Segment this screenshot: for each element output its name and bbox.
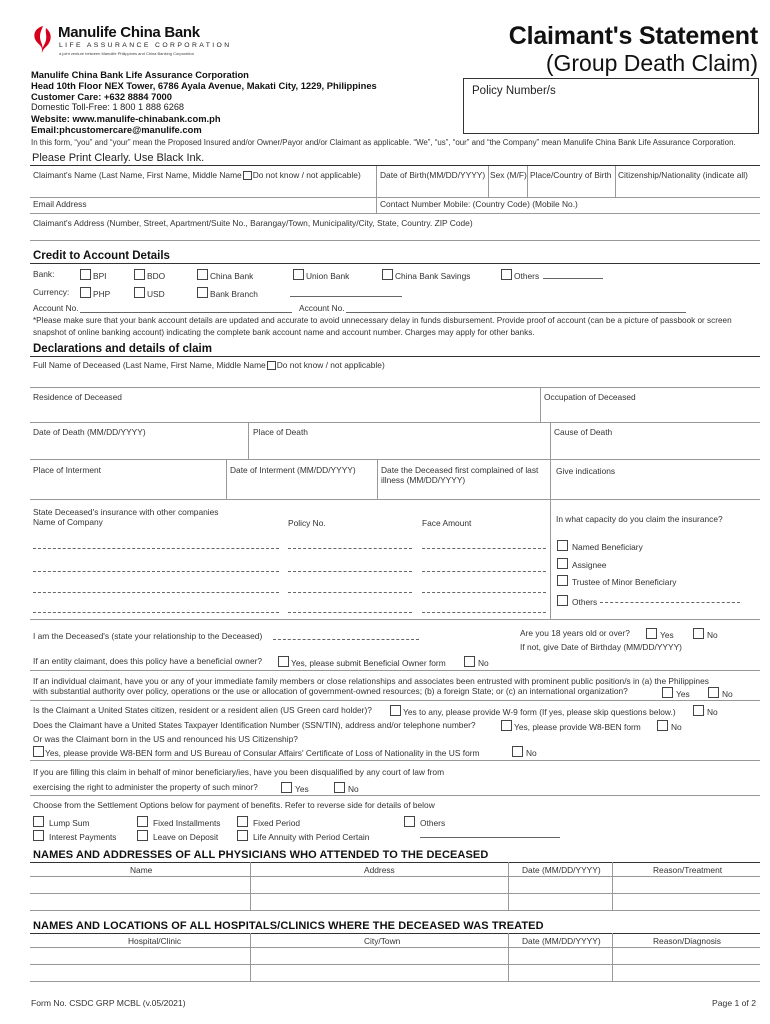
capacity-assignee-option[interactable]: Assignee <box>557 555 606 573</box>
ssn-no-checkbox[interactable] <box>657 720 668 731</box>
pep-question-1: If an individual claimant, have you or any of your immediate family members or close relationships and associates been entrusted with prominent public position/s in (a) the Philippines <box>33 676 709 686</box>
entity-no-checkbox[interactable] <box>464 656 475 667</box>
settle-others-option[interactable]: Others <box>404 813 445 831</box>
entity-no-option[interactable]: No <box>464 653 489 671</box>
age-yes-checkbox[interactable] <box>646 628 657 639</box>
born-yes-checkbox[interactable] <box>33 746 44 757</box>
print-clearly: Please Print Clearly. Use Black Ink. <box>32 152 205 164</box>
credit-title: Credit to Account Details <box>33 250 170 262</box>
face-amount-label: Face Amount <box>422 518 472 528</box>
settle-annuity-checkbox[interactable] <box>237 830 248 841</box>
bank-branch-checkbox[interactable] <box>197 287 208 298</box>
settle-fixedperiod-option[interactable]: Fixed Period <box>237 813 300 831</box>
declarations-title: Declarations and details of claim <box>33 343 212 355</box>
minor-yes-option[interactable]: Yes <box>281 779 309 797</box>
form-subtitle: (Group Death Claim) <box>545 50 758 76</box>
born-no-option[interactable]: No <box>512 743 537 761</box>
website: Website: www.manulife-chinabank.com.ph <box>31 113 221 124</box>
bank-chinabank-option[interactable]: China Bank <box>197 266 253 284</box>
hospitals-col-reason: Reason/Diagnosis <box>653 936 721 946</box>
account-no-1-label[interactable]: Account No. <box>33 303 79 313</box>
place-interment-label[interactable]: Place of Interment <box>33 465 101 475</box>
form-title: Claimant's Statement <box>508 22 758 50</box>
settle-lumpsum-checkbox[interactable] <box>33 816 44 827</box>
us-yes-option[interactable]: Yes to any, please provide W-9 form (If yes, please skip questions below.) <box>390 702 676 720</box>
give-indications-label[interactable]: Give indications <box>556 466 616 476</box>
currency-usd-option[interactable]: USD <box>134 284 165 302</box>
us-no-option[interactable]: No <box>693 702 718 720</box>
bank-cbs-option[interactable]: China Bank Savings <box>382 266 470 284</box>
intro-text: In this form, “you” and “your” mean the Proposed Insured and/or Owner/Payor and/or Claimant as applicable. “We”, “us”, “our” and “the Company” mean Manulife China Bank Life Assurance Corporation. <box>31 138 736 147</box>
date-complained-label[interactable]: Date the Deceased first complained of last illness (MM/DD/YYYY) <box>381 465 539 486</box>
physicians-col-reason: Reason/Treatment <box>653 865 723 875</box>
other-insurance-label: State Deceased's insurance with other companies <box>33 507 219 517</box>
age-yes-option[interactable]: Yes <box>646 625 674 643</box>
capacity-named-option[interactable]: Named Beneficiary <box>557 537 643 555</box>
bank-bdo-checkbox[interactable] <box>134 269 145 280</box>
ssn-yes-checkbox[interactable] <box>501 720 512 731</box>
settle-interest-option[interactable]: Interest Payments <box>33 827 117 845</box>
claimant-contact-label[interactable]: Contact Number Mobile: (Country Code) (Mobile No.) <box>380 199 578 209</box>
ssn-question: Does the Claimant have a United States Taxpayer Identification Number (SSN/TIN), address and/or telephone number? <box>33 720 476 730</box>
age-no-option[interactable]: No <box>693 625 718 643</box>
cause-death-label[interactable]: Cause of Death <box>554 427 613 437</box>
bank-branch-option[interactable]: Bank Branch <box>197 284 258 302</box>
us-question: Is the Claimant a United States citizen, resident or a resident alien (US Green card holder)? <box>33 705 372 715</box>
minor-question-1: If you are filling this claim in behalf of minor beneficiary/ies, have you been disqualified by any court of law from <box>33 767 445 777</box>
bank-others-checkbox[interactable] <box>501 269 512 280</box>
pep-question-2: with substantial authority over policy, operations or the use or allocation of government-owned resources; (b) a foreign State; or (c) an international organization? <box>33 686 628 696</box>
hospitals-row[interactable] <box>30 981 760 982</box>
ssn-no-option[interactable]: No <box>657 717 682 735</box>
settle-leave-checkbox[interactable] <box>137 830 148 841</box>
us-no-checkbox[interactable] <box>693 705 704 716</box>
hospitals-title: NAMES AND LOCATIONS OF ALL HOSPITALS/CLINICS WHERE THE DECEASED WAS TREATED <box>33 920 544 932</box>
born-no-checkbox[interactable] <box>512 746 523 757</box>
settlement-question: Choose from the Settlement Options below for payment of benefits. Refer to reverse side for details of below <box>33 800 435 810</box>
born-question: Or was the Claimant born in the US and renounced his US Citizenship? <box>33 734 298 744</box>
capacity-assignee-checkbox[interactable] <box>557 558 568 569</box>
claimant-email-label[interactable]: Email Address <box>33 199 87 209</box>
bank-bdo-option[interactable]: BDO <box>134 266 165 284</box>
pep-yes-option[interactable]: Yes <box>662 684 690 702</box>
ssn-yes-option[interactable]: Yes, please provide W8-BEN form <box>501 717 641 735</box>
hospitals-row[interactable] <box>30 964 760 965</box>
claimant-no-middle-checkbox[interactable] <box>243 171 252 180</box>
bank-label: Bank: <box>33 269 55 279</box>
capacity-question: In what capacity do you claim the insurance? <box>556 514 723 524</box>
settle-leave-option[interactable]: Leave on Deposit <box>137 827 218 845</box>
minor-question-2: exercising the right to administer the property of such minor? <box>33 782 258 792</box>
physicians-row[interactable] <box>30 910 760 911</box>
settle-fixedperiod-checkbox[interactable] <box>237 816 248 827</box>
settle-fixedinst-option[interactable]: Fixed Installments <box>137 813 221 831</box>
page-number: Page 1 of 2 <box>712 998 756 1008</box>
bank-bpi-checkbox[interactable] <box>80 269 91 280</box>
settle-interest-checkbox[interactable] <box>33 830 44 841</box>
capacity-trustee-option[interactable]: Trustee of Minor Beneficiary <box>557 572 676 590</box>
deceased-no-middle-checkbox[interactable] <box>267 361 276 370</box>
policy-number-box[interactable] <box>463 78 759 134</box>
capacity-named-checkbox[interactable] <box>557 540 568 551</box>
physicians-title: NAMES AND ADDRESSES OF ALL PHYSICIANS WHO ATTENDED TO THE DECEASED <box>33 849 489 861</box>
toll-free: Domestic Toll-Free: 1 800 1 888 6268 <box>31 102 185 112</box>
physicians-col-address: Address <box>364 865 395 875</box>
hospitals-col-city: City/Town <box>364 936 401 946</box>
deceased-name-label[interactable]: Full Name of Deceased (Last Name, First Name, Middle Name Do not know / not applicable) <box>33 360 385 370</box>
form-number: Form No. CSDC GRP MCBL (v.05/2021) <box>31 998 186 1008</box>
residence-label[interactable]: Residence of Deceased <box>33 392 122 402</box>
place-death-label[interactable]: Place of Death <box>253 427 308 437</box>
currency-label: Currency: <box>33 287 70 297</box>
bank-bpi-option[interactable]: BPI <box>80 266 107 284</box>
date-interment-label[interactable]: Date of Interment (MM/DD/YYYY) <box>230 465 356 475</box>
brand-sub: LIFE ASSURANCE CORPORATION <box>59 42 232 49</box>
policy-number-label: Policy Number/s <box>472 85 556 97</box>
capacity-trustee-checkbox[interactable] <box>557 575 568 586</box>
minor-yes-checkbox[interactable] <box>281 782 292 793</box>
entity-yes-option[interactable]: Yes, please submit Beneficial Owner form <box>278 653 446 671</box>
entity-yes-checkbox[interactable] <box>278 656 289 667</box>
bank-chinabank-checkbox[interactable] <box>197 269 208 280</box>
company-info <box>31 69 377 135</box>
settle-others-checkbox[interactable] <box>404 816 415 827</box>
account-note: *Please make sure that your bank account details are updated and accurate to avoid unnecessary delay in funds disbursement. Provide proof of account (can be a picture of passbook or screen snapshot of online banking account) indicating the complete bank account name and account number. Charges may apply for other banks. <box>33 316 732 337</box>
capacity-others-option[interactable]: Others <box>557 592 597 610</box>
physicians-col-name: Name <box>130 865 153 875</box>
currency-php-checkbox[interactable] <box>80 287 91 298</box>
claimant-name-label[interactable]: Claimant's Name (Last Name, First Name, Middle Name Do not know / not applicable) <box>33 170 361 180</box>
minor-no-option[interactable]: No <box>334 779 359 797</box>
settle-lumpsum-option[interactable]: Lump Sum <box>33 813 90 831</box>
customer-care: Customer Care: +632 8884 7000 <box>31 91 172 102</box>
born-yes-option[interactable]: Yes, please provide W8-BEN form and US Bureau of Consular Affairs' Certificate of Loss of Nationality in the US form <box>33 743 480 761</box>
hospitals-col-name: Hospital/Clinic <box>128 936 182 946</box>
physicians-row[interactable] <box>30 893 760 894</box>
brand-name: Manulife China Bank <box>58 24 200 41</box>
entity-question: If an entity claimant, does this policy have a beneficial owner? <box>33 656 263 666</box>
pep-no-checkbox[interactable] <box>708 687 719 698</box>
policy-no-label: Policy No. <box>288 518 326 528</box>
bank-cbs-checkbox[interactable] <box>382 269 393 280</box>
age-question: Are you 18 years old or over? <box>520 628 630 638</box>
hospitals-col-date: Date (MM/DD/YYYY) <box>522 936 601 946</box>
date-death-label[interactable]: Date of Death (MM/DD/YYYY) <box>33 427 146 437</box>
brand-tagline: a joint venture between Manulife Philippines and China Banking Corporation <box>59 51 194 56</box>
company-logo <box>30 24 230 58</box>
bank-others-option[interactable]: Others <box>501 266 539 284</box>
claimant-dob-label[interactable]: Date of Birth(MM/DD/YYYY) <box>380 170 486 180</box>
email: Email:phcustomercare@manulife.com <box>31 124 202 135</box>
settle-annuity-option[interactable]: Life Annuity with Period Certain <box>237 827 369 845</box>
company-address: Head 10th Floor NEX Tower, 6786 Ayala Avenue, Makati City, 1229, Philippines <box>31 80 377 91</box>
currency-usd-checkbox[interactable] <box>134 287 145 298</box>
currency-php-option[interactable]: PHP <box>80 284 110 302</box>
occupation-label[interactable]: Occupation of Deceased <box>544 392 636 402</box>
company-name: Manulife China Bank Life Assurance Corporation <box>31 69 249 80</box>
settle-fixedinst-checkbox[interactable] <box>137 816 148 827</box>
claimant-citizenship-label[interactable]: Citizenship/Nationality (indicate all) <box>618 170 748 180</box>
us-yes-checkbox[interactable] <box>390 705 401 716</box>
if-not-dob-label: If not, give Date of Birthday (MM/DD/YYYY) <box>520 642 682 652</box>
claimant-address-label[interactable]: Claimant's Address (Number, Street, Apartment/Suite No., Barangay/Town, Municipality/City, State, Country. ZIP Code) <box>33 218 473 228</box>
pep-no-option[interactable]: No <box>708 684 733 702</box>
relationship-label: I am the Deceased's (state your relationship to the Deceased) <box>33 631 263 641</box>
age-no-checkbox[interactable] <box>693 628 704 639</box>
physicians-col-date: Date (MM/DD/YYYY) <box>522 865 601 875</box>
claimant-sex-label[interactable]: Sex (M/F) <box>490 170 527 180</box>
minor-no-checkbox[interactable] <box>334 782 345 793</box>
capacity-others-checkbox[interactable] <box>557 595 568 606</box>
name-company-label: Name of Company <box>33 517 103 527</box>
manulife-logo-icon <box>30 24 56 54</box>
account-no-2-label[interactable]: Account No. <box>299 303 345 313</box>
bank-unionbank-checkbox[interactable] <box>293 269 304 280</box>
pep-yes-checkbox[interactable] <box>662 687 673 698</box>
claimant-pob-label[interactable]: Place/Country of Birth <box>530 170 612 180</box>
bank-unionbank-option[interactable]: Union Bank <box>293 266 349 284</box>
